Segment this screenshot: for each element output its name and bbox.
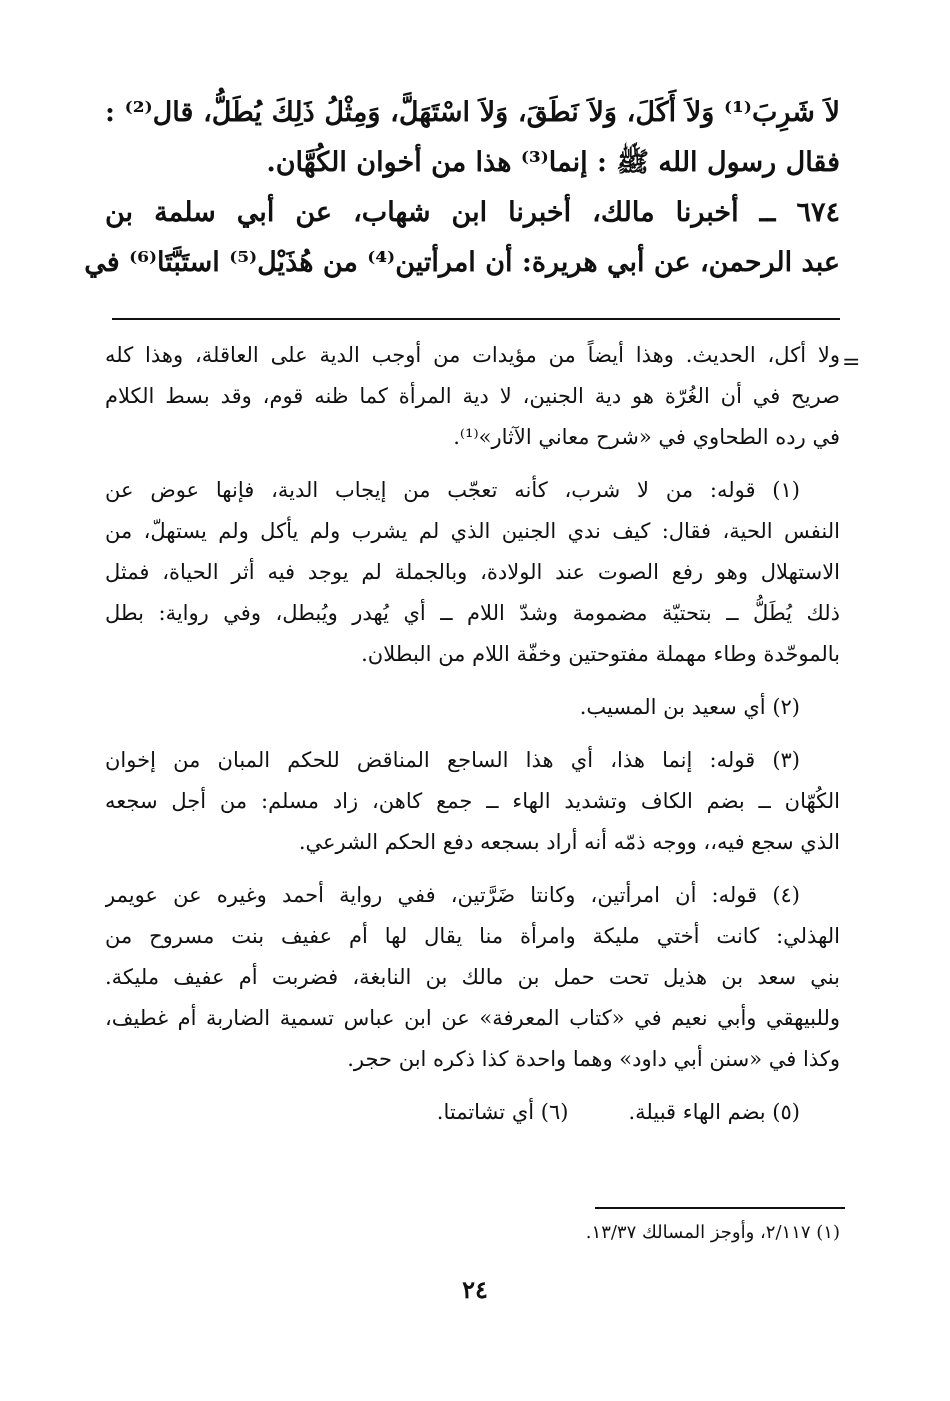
main-text-line: لاَ شَرِبَ⁽¹⁾ وَلاَ أَكَلَ، وَلاَ نَطَقَ، وَلاَ اسْتَهَلَّ، وَمِثْلُ ذَلِكَ يُطَلُّ، قال⁽²⁾ :	[105, 97, 840, 128]
note-line: (٤) قوله: أن امرأتين، وكانتا ضَرَّتين، ففي رواية أحمد وغيره عن عويمر	[105, 883, 800, 907]
note-line: بني سعد بن هذيل تحت حمل بن مالك بن النابغة، فضربت أم عفيف مليكة.	[105, 965, 840, 989]
note-line: بالموحّدة وطاء مهملة مفتوحتين وخفّة اللام من البطلان.	[361, 642, 840, 666]
main-text	[84, 88, 840, 288]
note-line: وكذا في «سنن أبي داود» وهما واحدة كذا ذكره ابن حجر.	[347, 1047, 840, 1071]
note-line: الهذلي: كانت أختي مليكة وامرأة منا يقال لها أم عفيف بنت مسروح من	[105, 924, 840, 948]
note-6: (٦) أي تشاتمتا.	[436, 1100, 569, 1124]
note-line: الذي سجع فيه،، ووجه ذمّه أنه أراد بسجعه دفع الحكم الشرعي.	[298, 830, 840, 854]
main-text-line: فقال رسول الله ﷺ : إنما⁽³⁾ هذا من أخوان الكُهَّان.	[266, 147, 840, 178]
continuation-mark: =	[842, 350, 861, 375]
note-line: وللبيهقي وأبي نعيم في «كتاب المعرفة» عن ابن عباس تسمية الضاربة أم غطيف،	[105, 1006, 840, 1030]
footnote-divider	[595, 1207, 845, 1209]
main-divider	[112, 318, 840, 320]
note-line: الكُهّان ــ بضم الكاف وتشديد الهاء ــ جمع كاهن، زاد مسلم: من أجل سجعه	[105, 789, 840, 813]
note-line: صريح في أن الغُرّة هو دية الجنين، لا دية المرأة كما ظنه قوم، وقد بسط الكلام	[105, 384, 840, 408]
note-5: (٥) بضم الهاء قبيلة.	[628, 1100, 800, 1124]
note-line: الاستهلال وهو رفع الصوت عند الولادة، وبالجملة لم يوجد فيه أثر الحياة، فمثل	[105, 560, 840, 584]
note-1	[105, 470, 840, 675]
main-text-line: عبد الرحمن، عن أبي هريرة: أن امرأتين⁽⁴⁾ من هُذَيْل⁽⁵⁾ استَبَّتَا⁽⁶⁾ في	[84, 247, 840, 278]
note-line: ذلك يُطَلُّ ــ بتحتيّة مضمومة وشدّ اللام ــ أي يُهدر ويُبطل، وفي رواية: بطل	[105, 601, 840, 625]
main-text-line: ٦٧٤ ــ أخبرنا مالك، أخبرنا ابن شهاب، عن أبي سلمة بن	[105, 197, 840, 228]
note-4	[105, 875, 840, 1080]
note-3	[105, 740, 840, 863]
note-line: (٢) أي سعيد بن المسيب.	[579, 695, 800, 719]
note-line: (١) قوله: من لا شرب، كأنه تعجّب من إيجاب الدية، فإنها عوض عن	[105, 478, 800, 502]
note-continuation	[105, 335, 840, 458]
page-number: ٢٤	[462, 1275, 488, 1304]
note-2	[105, 687, 840, 728]
note-line: في رده الطحاوي في «شرح معاني الآثار»⁽¹⁾.	[453, 425, 840, 449]
commentary-notes	[105, 335, 840, 1133]
footnote: (١) ٢/١١٧، وأوجز المسالك ١٣/٣٧.	[585, 1222, 840, 1243]
note-line: (٣) قوله: إنما هذا، أي هذا الساجع المناقض للحكم المبان من إخوان	[105, 748, 800, 772]
note-line: النفس الحية، فقال: كيف ندي الجنين الذي لم يشرب ولم يأكل ولم يستهلّ، من	[105, 519, 840, 543]
notes-5-6	[105, 1092, 840, 1133]
note-line: ولا أكل، الحديث. وهذا أيضاً من مؤيدات من أوجب الدية على العاقلة، وهذا كله	[105, 343, 840, 367]
